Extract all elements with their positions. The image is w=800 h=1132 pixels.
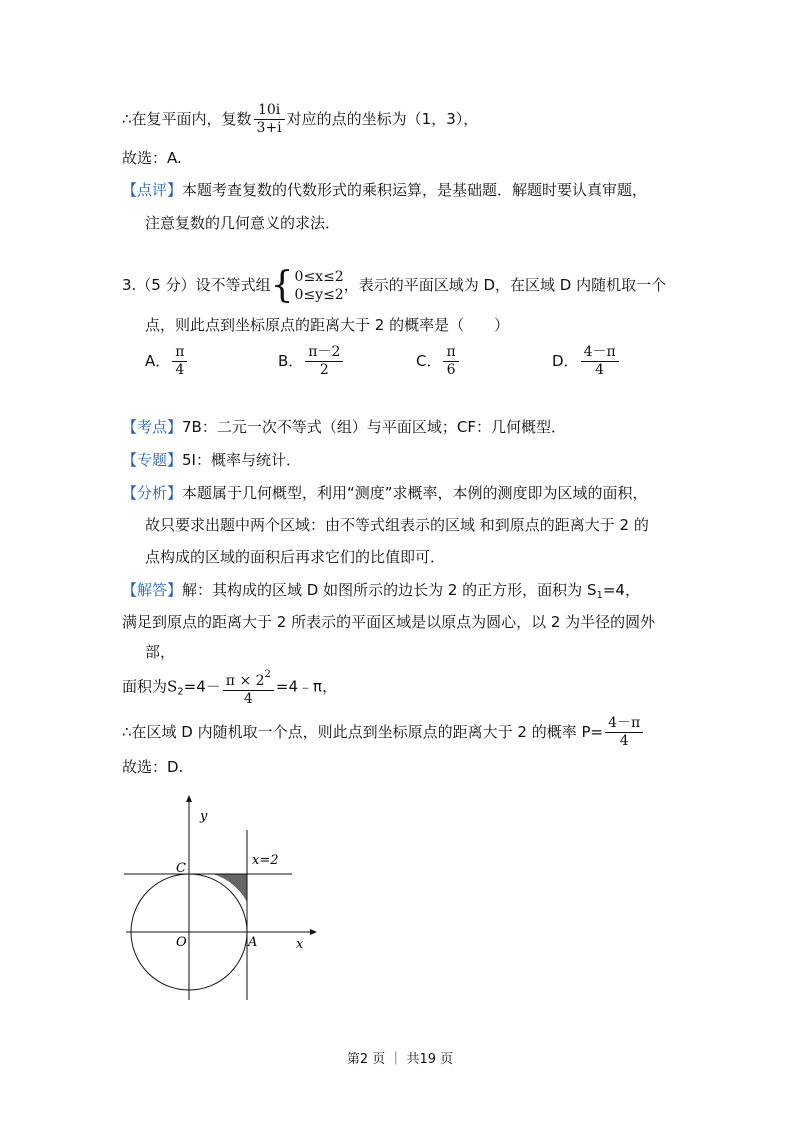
text: 解：其构成的区域 D 如图所示的边长为 2 的正方形，面积为 S xyxy=(182,581,597,599)
point-c-label: C xyxy=(176,861,186,876)
fenxi-line-3: 点构成的区域的面积后再求它们的比值即可． xyxy=(145,548,446,566)
fenxi-text: 本题属于几何概型，利用“测度”求概率，本例的测度即为区域的面积， xyxy=(182,484,648,502)
option-label: D． xyxy=(552,352,579,370)
question-3-stem xyxy=(122,263,666,307)
denominator: 4 xyxy=(619,733,629,749)
y-axis-label: y xyxy=(200,809,208,824)
option-fraction xyxy=(443,344,458,379)
denominator: 3+i xyxy=(256,120,282,136)
comment-line-1 xyxy=(122,180,647,200)
s-symbol: S xyxy=(167,677,178,696)
numerator: π－2 xyxy=(305,344,343,362)
option-label: B． xyxy=(278,352,304,370)
answer-choice-a: 故选：A. xyxy=(122,149,182,167)
circle-square-figure xyxy=(120,790,320,1010)
jieda-line-2: 满足到原点的距离大于 2 所表示的平面区域是以原点为圆心，以 2 为半径的圆外 xyxy=(122,613,656,631)
numerator-base: π × 2 xyxy=(225,673,265,689)
inequality-1: 0≤x≤2 xyxy=(294,268,344,285)
point-o-label: O xyxy=(176,935,187,950)
zhuanti-line xyxy=(122,450,301,470)
zhuanti-text: 5I：概率与统计． xyxy=(182,451,301,469)
comment-text: 本题考查复数的代数形式的乘积运算，是基础题．解题时要认真审题， xyxy=(182,181,648,199)
fenxi-tag: 【分析】 xyxy=(122,484,183,502)
inequality-system xyxy=(295,268,344,304)
area-fraction xyxy=(223,666,274,708)
denominator: 4 xyxy=(175,362,185,378)
page-footer: 第2 页 ｜ 共19 页 xyxy=(346,1052,454,1067)
probability-fraction xyxy=(605,715,643,750)
jieda-line-3: 部， xyxy=(145,643,176,661)
option-fraction xyxy=(581,344,619,379)
answer-choice-d: 故选：D. xyxy=(122,758,184,776)
option-c[interactable] xyxy=(416,344,461,379)
option-d[interactable] xyxy=(552,344,621,379)
text: ∴在复平面内，复数 xyxy=(122,110,252,128)
question-3-suffix: ，表示的平面区域为 D，在区域 D 内随机取一个 xyxy=(343,276,667,294)
text: 对应的点的坐标为（1，3）， xyxy=(286,110,479,128)
text: =4， xyxy=(602,581,640,599)
subscript: 1 xyxy=(596,590,603,601)
option-fraction xyxy=(305,344,343,379)
kaodian-tag: 【考点】 xyxy=(122,418,183,436)
option-a[interactable] xyxy=(145,344,189,379)
point-a-label: A xyxy=(248,935,258,950)
text: 面积为 xyxy=(122,677,168,696)
text: =4﹣π， xyxy=(275,677,338,696)
numerator: π xyxy=(443,344,458,362)
numerator: 10i xyxy=(254,102,285,120)
option-label: C． xyxy=(416,352,442,370)
brace: { xyxy=(270,264,294,306)
shaded-region xyxy=(213,874,247,902)
superscript: 2 xyxy=(264,669,271,680)
denominator: 4 xyxy=(243,691,253,707)
kaodian-line xyxy=(122,417,566,437)
question-3-line-2: 点，则此点到坐标原点的距离大于 2 的概率是（ ） xyxy=(145,316,510,334)
x-axis-label: x xyxy=(296,937,304,952)
denominator: 4 xyxy=(595,362,605,378)
option-b[interactable] xyxy=(278,344,345,379)
numerator: 4－π xyxy=(581,344,619,362)
question-3-prefix: 3.（5 分）设不等式组 xyxy=(122,276,271,294)
line-x2-label: x=2 xyxy=(252,853,279,868)
subscript: 2 xyxy=(177,686,184,698)
numerator: 4－π xyxy=(605,715,643,733)
numerator: π xyxy=(172,344,187,362)
option-fraction xyxy=(172,344,187,379)
denominator: 6 xyxy=(446,362,456,378)
inequality-2: 0≤y≤2 xyxy=(294,286,344,303)
option-label: A． xyxy=(145,352,171,370)
jieda-line-1 xyxy=(122,580,640,606)
comment-line-2: 注意复数的几何意义的求法． xyxy=(145,214,341,232)
fenxi-line-2: 故只要求出题中两个区域：由不等式组表示的区域 和到原点的距离大于 2 的 xyxy=(145,516,649,534)
fraction-10i-over-3plusi xyxy=(254,102,285,137)
complex-plane-conclusion xyxy=(122,102,478,137)
denominator: 2 xyxy=(319,362,329,378)
jieda-probability xyxy=(122,714,645,750)
numerator xyxy=(223,666,274,691)
jieda-area-formula xyxy=(122,666,337,713)
text: ∴在区域 D 内随机取一个点，则此点到坐标原点的距离大于 2 的概率 P= xyxy=(122,723,604,741)
comment-tag: 【点评】 xyxy=(122,181,183,199)
jieda-tag: 【解答】 xyxy=(122,581,183,599)
zhuanti-tag: 【专题】 xyxy=(122,451,183,469)
fenxi-line-1 xyxy=(122,483,648,503)
text: =4－ xyxy=(183,677,221,696)
kaodian-text: 7B：二元一次不等式（组）与平面区域；CF：几何概型． xyxy=(182,418,566,436)
